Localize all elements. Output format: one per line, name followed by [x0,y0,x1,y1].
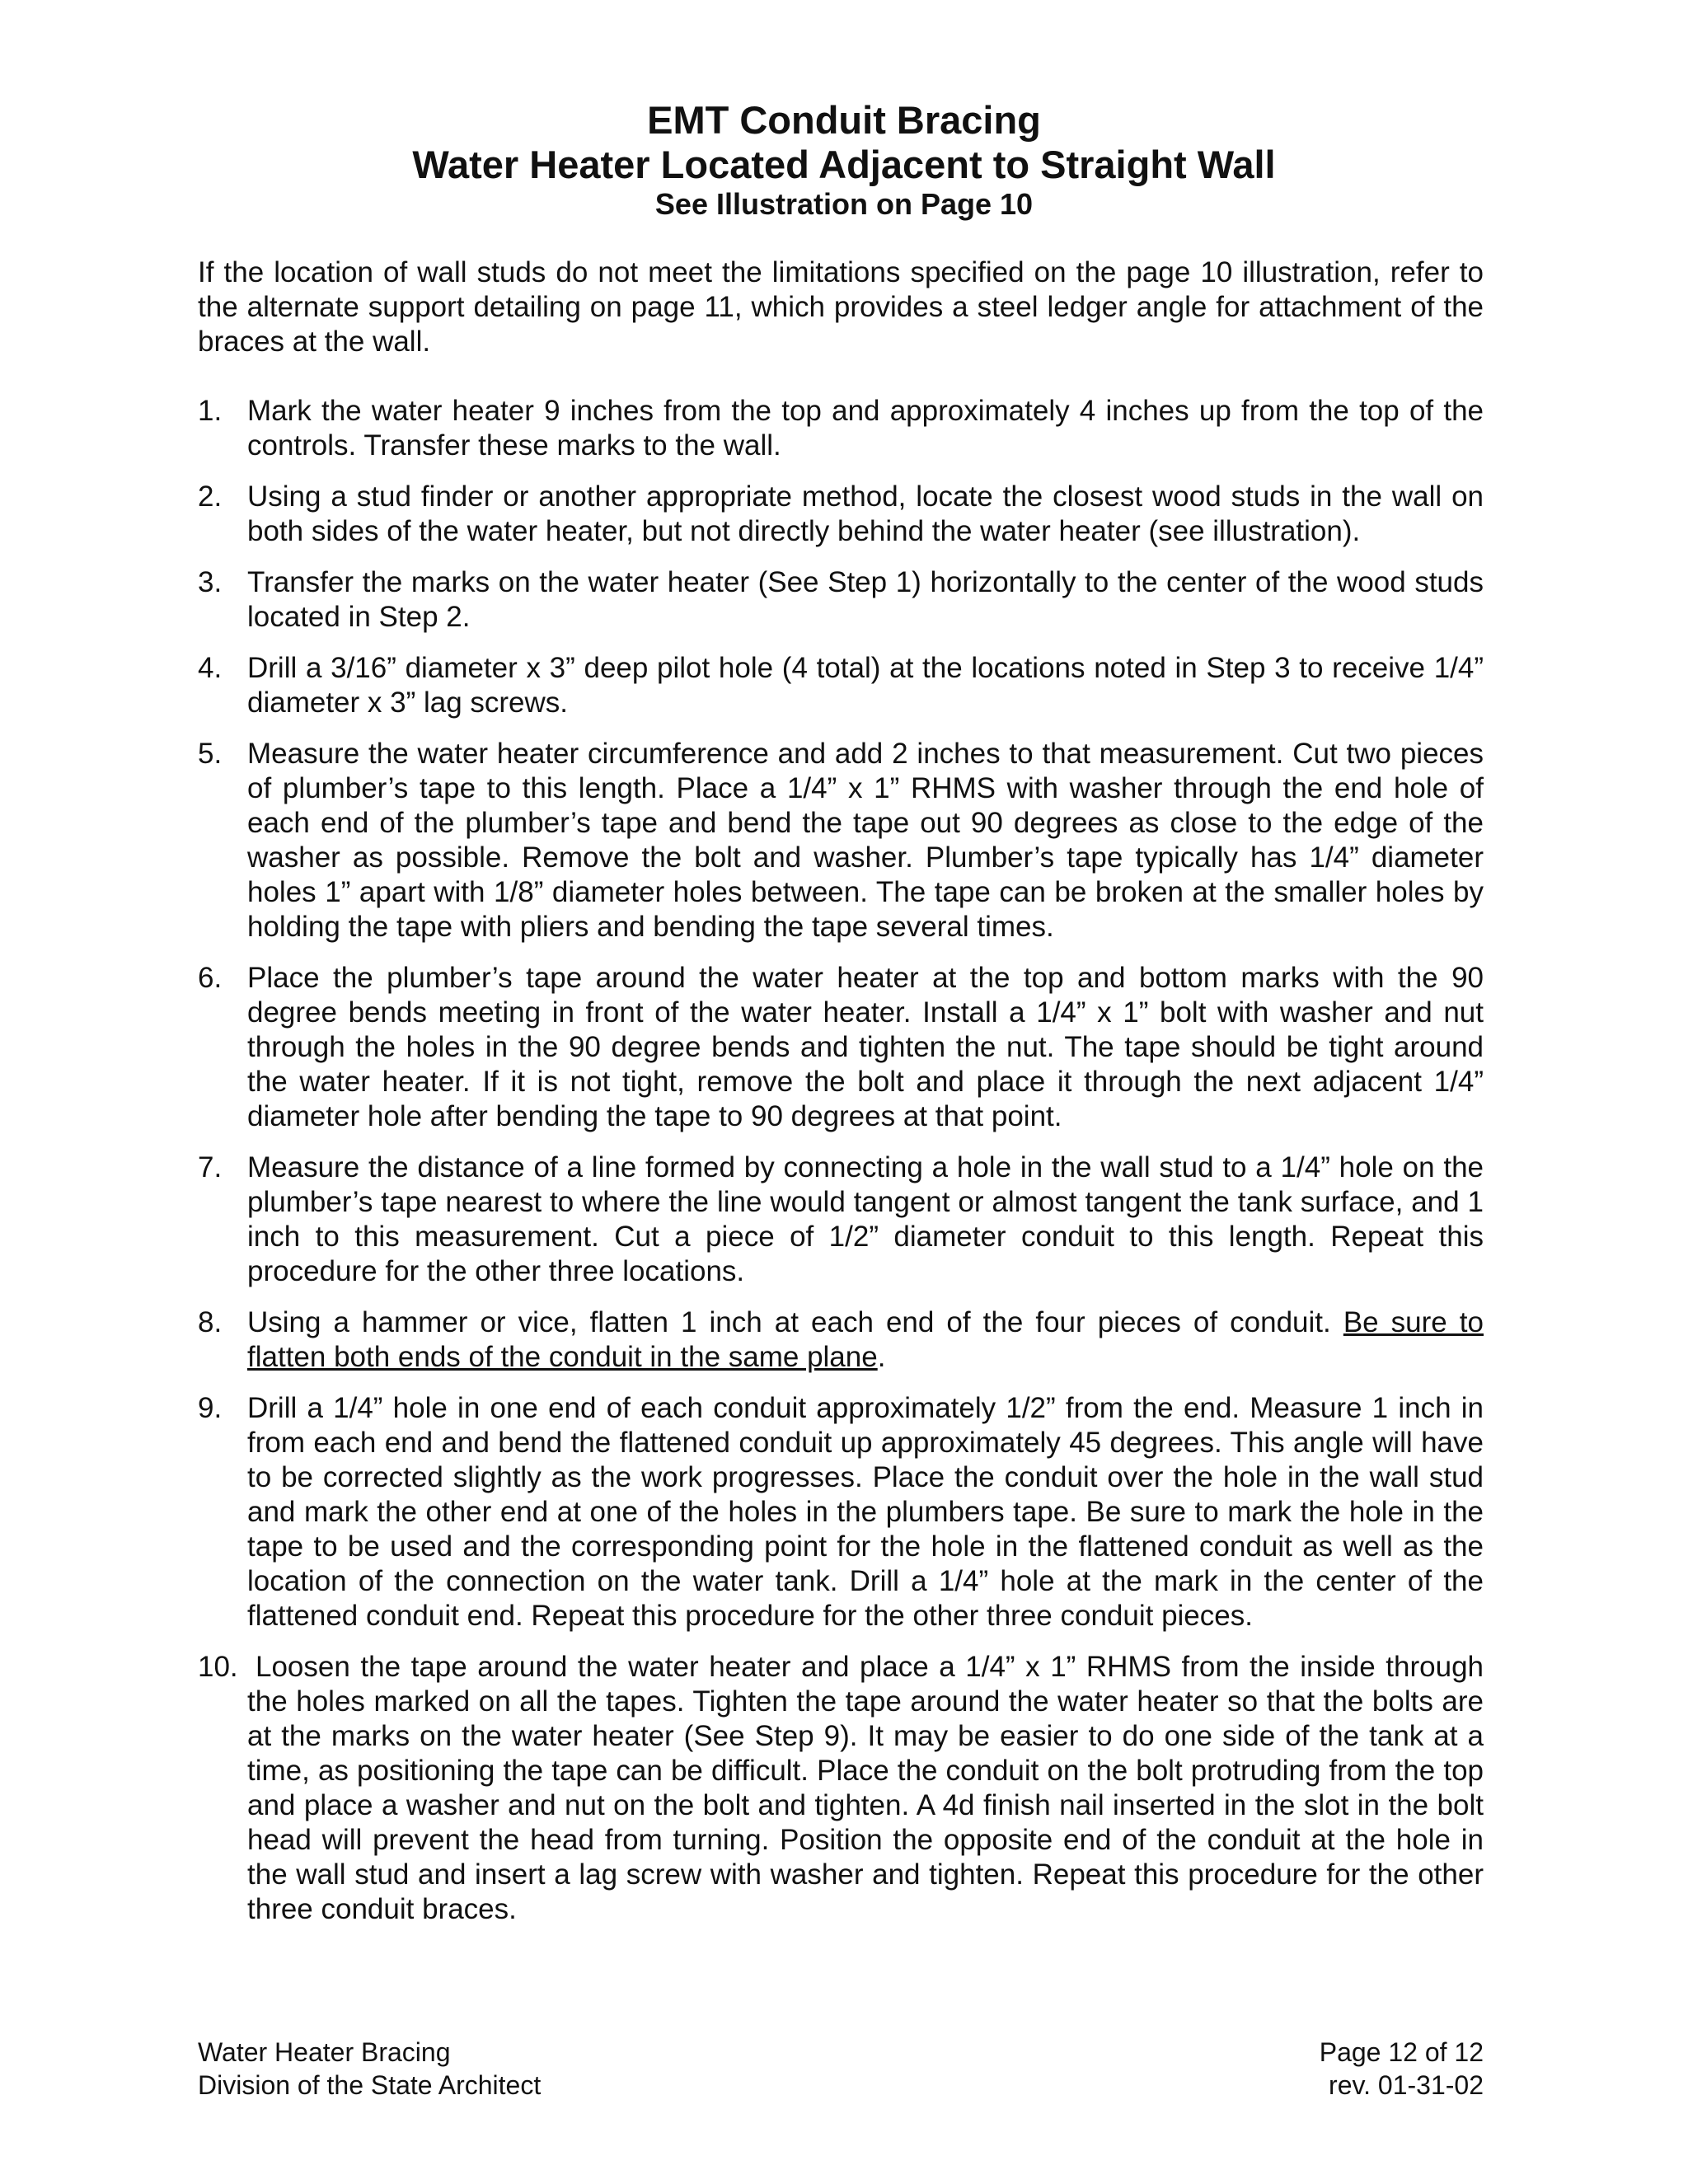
step-number: 10. [198,1651,238,1683]
step-10 [198,1650,1484,1927]
step-9 [198,1391,1484,1633]
step-text: Loosen the tape around the water heater and place a 1/4” x 1” RHMS from the inside through the holes marked on all the tapes. Tighten the tape around the water heater so that the bolts are at the marks on the water heater (See Step 9). It may be easier to do one side of the tank at a time, as positioning the tape can be difficult. Place the conduit on the bolt protruding from the top and place a washer and nut on the bolt and tighten. A 4d finish nail inserted in the slot in the bolt head will prevent the head from turning. Position the opposite end of the conduit at the hole in the wall stud and insert a lag screw with washer and tighten. Repeat this procedure for the other three conduit braces. [247,1651,1484,1925]
step-1 [198,394,1484,463]
step-4 [198,651,1484,720]
illustration-reference: See Illustration on Page 10 [654,187,1034,221]
step-text-end: . [877,1341,886,1373]
step-text: Using a stud finder or another appropriate method, locate the closest wood studs in the wall on both sides of the water heater, but not directly behind the water heater (see illustration). [247,480,1484,547]
step-text: Measure the distance of a line formed by connecting a hole in the wall stud to a 1/4” hole on the plumber’s tape nearest to where the line would tangent or almost tangent the tank surface, and 1 inch to this measurement. Cut a piece of 1/2” diameter conduit to this length. Repeat this procedure for the other three locations. [247,1151,1484,1287]
step-number: 6. [198,962,223,994]
underlined-warning: Be sure to flatten both ends of the conduit in the same plane [247,1306,1484,1373]
step-number: 8. [198,1306,223,1338]
step-5 [198,737,1484,944]
step-3 [198,565,1484,635]
step-number: 5. [198,738,223,770]
step-8 [198,1305,1484,1375]
step-7 [198,1151,1484,1289]
step-6 [198,961,1484,1134]
footer-left [198,2036,541,2102]
instruction-list [198,394,1484,1943]
page-subtitle: Water Heater Located Adjacent to Straight Wall [412,143,1276,186]
step-number: 9. [198,1392,223,1424]
step-number: 7. [198,1151,223,1183]
step-text: Measure the water heater circumference and add 2 inches to that measurement. Cut two pieces of plumber’s tape to this length. Place a 1/4” x 1” RHMS with washer through the end hole of each end of the plumber’s tape and bend the tape out 90 degrees as close to the edge of the washer as possible. Remove the bolt and washer. Plumber’s tape typically has 1/4” diameter holes 1” apart with 1/8” diameter holes between. The tape can be broken at the smaller holes by holding the tape with pliers and bending the tape several times. [247,738,1484,943]
step-text: Transfer the marks on the water heater (See Step 1) horizontally to the center of the wood studs located in Step 2. [247,566,1484,633]
footer-agency: Division of the State Architect [198,2070,542,2100]
intro-paragraph: If the location of wall studs do not meet the limitations specified on the page 10 illustration, refer to the alternate support detailing on page 11, which provides a steel ledger angle for attachment of the braces at the wall. [198,256,1484,358]
footer-right [1320,2036,1484,2102]
step-text: Drill a 1/4” hole in one end of each conduit approximately 1/2” from the end. Measure 1 inch in from each end and bend the flattened conduit up approximately 45 degrees. This angle will have to be corrected slightly as the work progresses. Place the conduit over the hole in the wall stud and mark the other end at one of the holes in the plumbers tape. Be sure to mark the hole in the tape to be used and the corresponding point for the hole in the flattened conduit as well as the location of the connection on the water tank. Drill a 1/4” hole at the mark in the center of the flattened conduit end. Repeat this procedure for the other three conduit pieces. [247,1392,1484,1632]
step-text: Place the plumber’s tape around the water heater at the top and bottom marks with the 90 degree bends meeting in front of the water heater. Install a 1/4” x 1” bolt with washer and nut through the holes in the 90 degree bends and tighten the nut. The tape should be tight around the water heater. If it is not tight, remove the bolt and place it through the next adjacent 1/4” diameter hole after bending the tape to 90 degrees at that point. [247,962,1484,1132]
step-text: Drill a 3/16” diameter x 3” deep pilot hole (4 total) at the locations noted in Step 3 to receive 1/4” diameter x 3” lag screws. [247,652,1484,719]
step-2 [198,480,1484,549]
step-number: 4. [198,652,223,684]
step-text: Mark the water heater 9 inches from the top and approximately 4 inches up from the top of the controls. Transfer these marks to the wall. [247,395,1484,462]
step-text [247,1305,1484,1375]
footer-page-number: Page 12 of 12 [1319,2037,1484,2067]
footer-revision: rev. 01-31-02 [1329,2070,1484,2100]
step-number: 3. [198,566,223,598]
step-number: 2. [198,480,223,513]
step-number: 1. [198,395,223,427]
footer-document-title: Water Heater Bracing [198,2037,451,2067]
page-title: EMT Conduit Bracing [647,98,1041,142]
step-text-main: Using a hammer or vice, flatten 1 inch at each end of the four pieces of conduit. [247,1306,1343,1338]
